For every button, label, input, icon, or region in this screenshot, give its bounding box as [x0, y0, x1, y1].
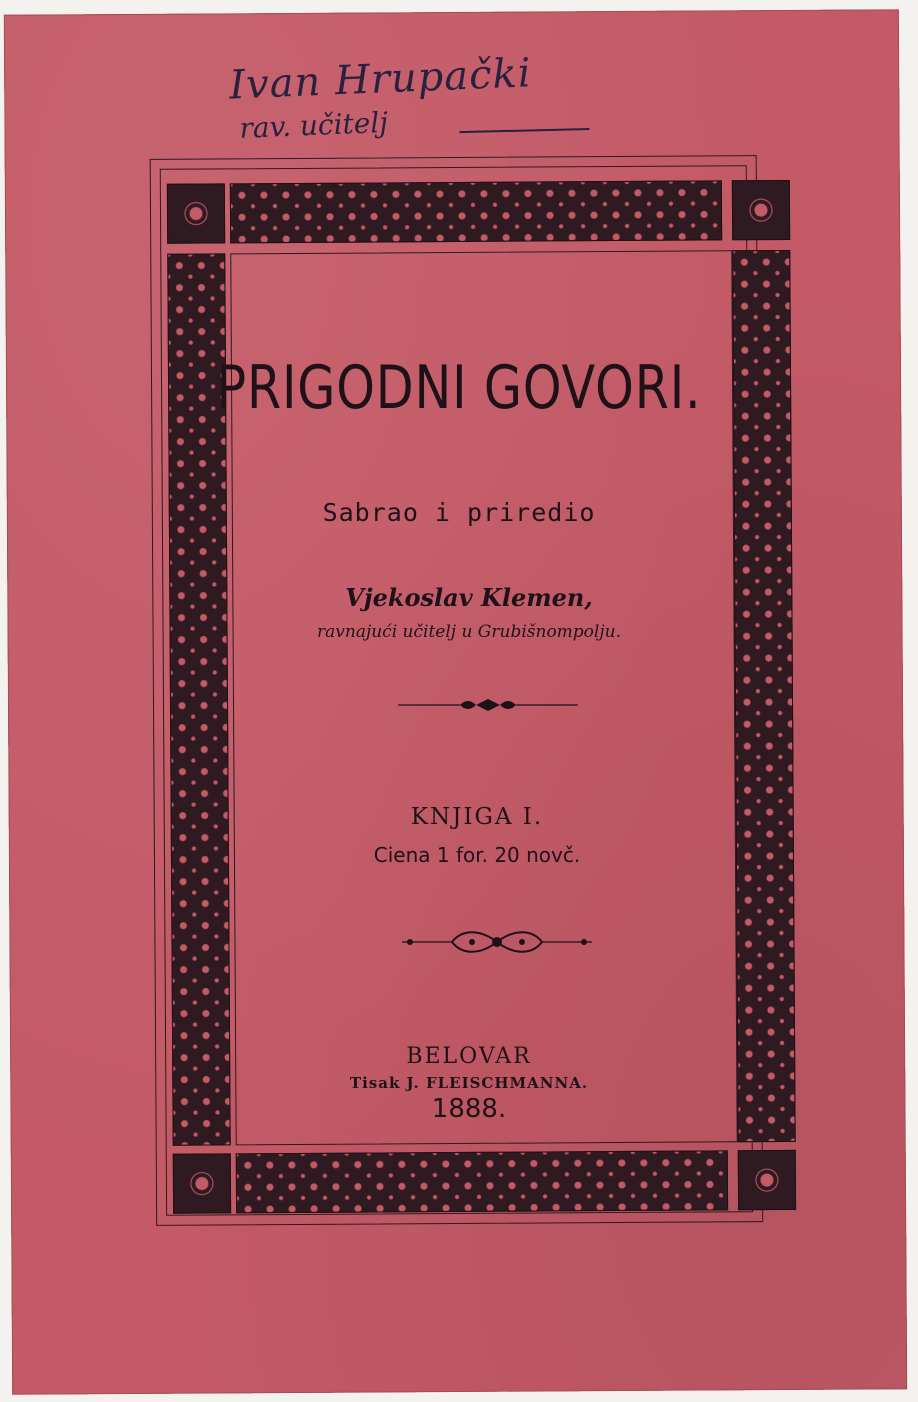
signature-title: rav. učitelj: [238, 105, 389, 145]
corner-ornament-bottom-right: [738, 1150, 796, 1210]
signature-stroke: [460, 128, 590, 133]
author-role: ravnajući učitelj u Grubišnompolju.: [317, 622, 621, 642]
price-label: Ciena 1 for. 20 novč.: [373, 843, 581, 867]
divider-ornament-large: [402, 925, 592, 959]
publisher-city: BELOVAR: [406, 1044, 532, 1069]
handwritten-signature: [219, 51, 640, 164]
corner-ornament-bottom-left: [173, 1153, 231, 1213]
publication-year: 1888.: [431, 1094, 507, 1124]
signature-name: Ivan Hrupački: [228, 50, 533, 109]
corner-ornament-top-left: [167, 183, 225, 243]
book-title: PRIGODNI GOVORI.: [216, 353, 702, 423]
ornament-band-top: [230, 180, 722, 243]
subtitle: Sabrao i priredio: [322, 498, 596, 527]
divider-ornament-small: [398, 695, 578, 715]
author-name: Vjekoslav Klemen,: [345, 583, 593, 612]
publisher-printer: Tisak J. FLEISCHMANNA.: [349, 1074, 589, 1092]
volume-label: KNJIGA I.: [410, 804, 544, 830]
corner-ornament-top-right: [732, 180, 790, 240]
ornament-band-bottom: [236, 1150, 728, 1213]
